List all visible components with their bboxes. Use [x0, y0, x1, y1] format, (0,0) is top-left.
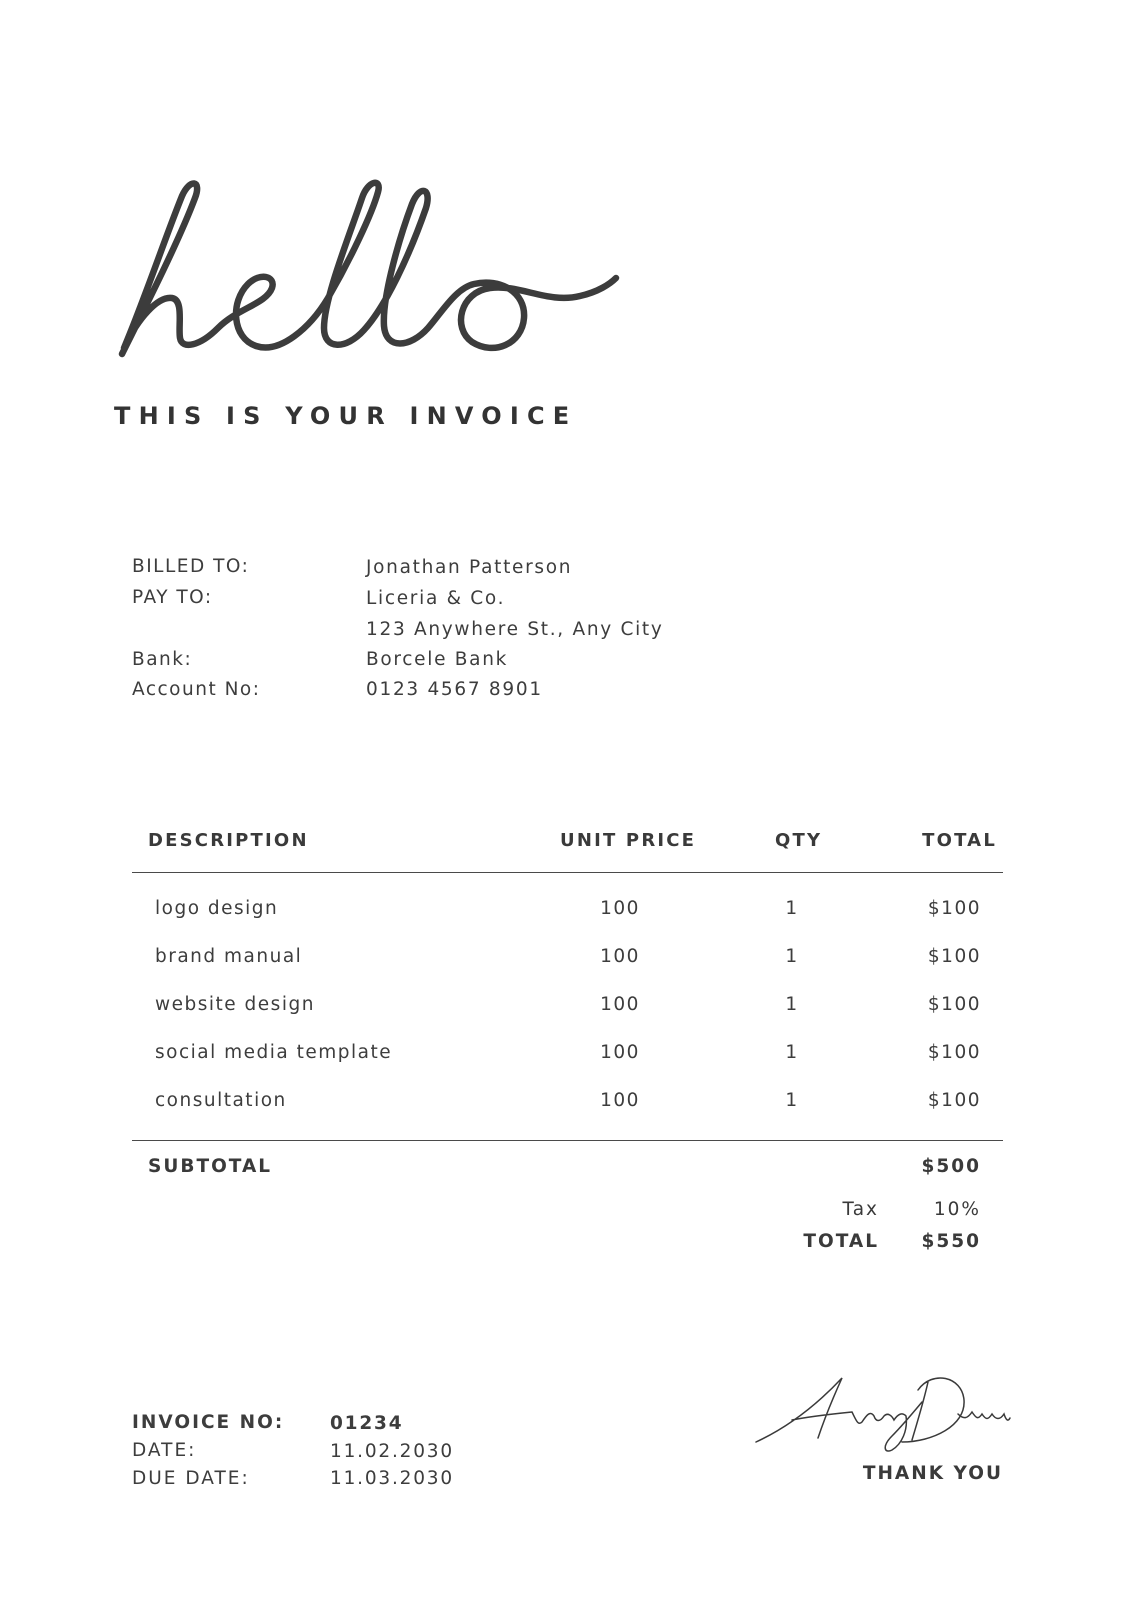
row-total: $100	[927, 898, 981, 919]
pay-to-address: 123 Anywhere St., Any City	[366, 619, 664, 640]
header-total: TOTAL	[922, 830, 997, 851]
invoice-no-label: INVOICE NO:	[132, 1412, 285, 1433]
invoice-subtitle: THIS IS YOUR INVOICE	[114, 402, 578, 430]
row-description: social media template	[155, 1042, 393, 1063]
subtotal-value: $500	[921, 1156, 981, 1177]
pay-to-name: Liceria & Co.	[366, 588, 506, 609]
thank-you: THANK YOU	[862, 1463, 1003, 1484]
invoice-no-value: 01234	[330, 1413, 404, 1434]
header-description: DESCRIPTION	[148, 830, 309, 851]
total-label: TOTAL	[803, 1231, 879, 1252]
row-qty: 1	[785, 994, 799, 1015]
row-unit-price: 100	[600, 898, 640, 919]
billed-to-value: Jonathan Patterson	[366, 557, 573, 578]
row-description: logo design	[155, 898, 279, 919]
hello-script-heading	[110, 178, 620, 368]
row-qty: 1	[785, 1042, 799, 1063]
row-description: consultation	[155, 1090, 287, 1111]
subtotal-label: SUBTOTAL	[148, 1156, 273, 1177]
date-label: DATE:	[132, 1440, 197, 1461]
billed-to-label: BILLED TO:	[132, 556, 250, 577]
header-unit-price: UNIT PRICE	[560, 830, 697, 851]
date-value: 11.02.2030	[330, 1441, 454, 1462]
signature	[752, 1370, 1012, 1460]
due-date-value: 11.03.2030	[330, 1468, 454, 1489]
row-unit-price: 100	[600, 1090, 640, 1111]
tax-value: 10%	[933, 1199, 981, 1220]
row-unit-price: 100	[600, 1042, 640, 1063]
header-qty: QTY	[775, 830, 823, 851]
row-unit-price: 100	[600, 946, 640, 967]
bank-label: Bank:	[132, 649, 193, 670]
bank-value: Borcele Bank	[366, 649, 509, 670]
row-qty: 1	[785, 946, 799, 967]
table-header-rule	[132, 872, 1003, 873]
row-description: brand manual	[155, 946, 303, 967]
due-date-label: DUE DATE:	[132, 1468, 250, 1489]
tax-label: Tax	[842, 1199, 879, 1220]
row-qty: 1	[785, 898, 799, 919]
row-unit-price: 100	[600, 994, 640, 1015]
row-total: $100	[927, 994, 981, 1015]
row-total: $100	[927, 1042, 981, 1063]
account-label: Account No:	[132, 679, 261, 700]
pay-to-label: PAY TO:	[132, 587, 213, 608]
row-total: $100	[927, 946, 981, 967]
total-value: $550	[921, 1231, 981, 1252]
row-total: $100	[927, 1090, 981, 1111]
row-qty: 1	[785, 1090, 799, 1111]
account-value: 0123 4567 8901	[366, 679, 543, 700]
table-footer-rule	[132, 1140, 1003, 1141]
row-description: website design	[155, 994, 315, 1015]
